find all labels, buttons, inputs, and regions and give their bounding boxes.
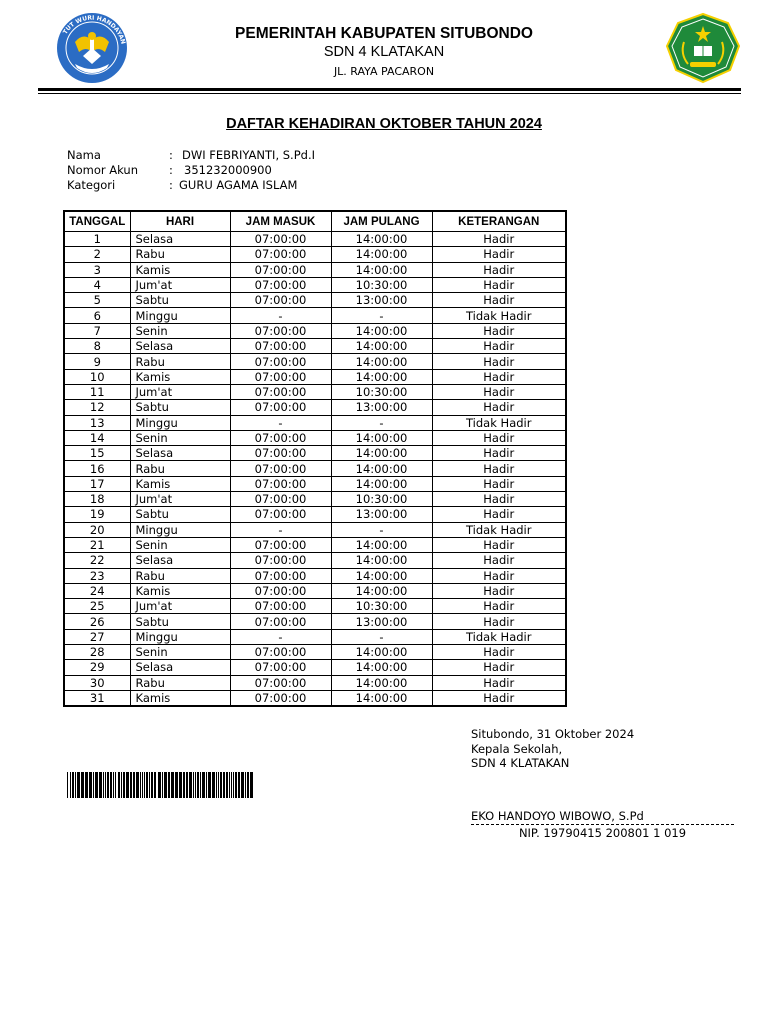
cell-jam-masuk: 07:00:00: [230, 232, 331, 247]
cell-hari: Rabu: [130, 675, 230, 690]
cell-jam-masuk: 07:00:00: [230, 384, 331, 399]
cell-tanggal: 27: [64, 629, 130, 644]
cell-jam-masuk: 07:00:00: [230, 277, 331, 292]
cell-jam-pulang: 13:00:00: [331, 614, 432, 629]
cell-hari: Jum'at: [130, 599, 230, 614]
cell-jam-pulang: 14:00:00: [331, 339, 432, 354]
cell-jam-masuk: 07:00:00: [230, 553, 331, 568]
cell-tanggal: 3: [64, 262, 130, 277]
cell-keterangan: Hadir: [432, 568, 566, 583]
cell-jam-pulang: 14:00:00: [331, 568, 432, 583]
cell-tanggal: 31: [64, 690, 130, 706]
cell-tanggal: 2: [64, 247, 130, 262]
cell-hari: Minggu: [130, 308, 230, 323]
cell-jam-pulang: 14:00:00: [331, 247, 432, 262]
cell-hari: Senin: [130, 645, 230, 660]
cell-keterangan: Hadir: [432, 645, 566, 660]
table-row: [64, 430, 566, 445]
name-value: DWI FEBRIYANTI, S.Pd.I: [182, 148, 315, 162]
signer-name: EKO HANDOYO WIBOWO, S.Pd: [471, 809, 734, 825]
cell-jam-masuk: 07:00:00: [230, 675, 331, 690]
header-keterangan: KETERANGAN: [432, 211, 566, 232]
cell-jam-pulang: 14:00:00: [331, 583, 432, 598]
cell-hari: Rabu: [130, 247, 230, 262]
cell-keterangan: Tidak Hadir: [432, 629, 566, 644]
cell-hari: Sabtu: [130, 293, 230, 308]
signature-place-date: Situbondo, 31 Oktober 2024: [471, 727, 635, 741]
cell-tanggal: 17: [64, 476, 130, 491]
cell-jam-masuk: 07:00:00: [230, 339, 331, 354]
cell-keterangan: Hadir: [432, 583, 566, 598]
cell-keterangan: Hadir: [432, 461, 566, 476]
table-row: [64, 323, 566, 338]
cell-keterangan: Tidak Hadir: [432, 522, 566, 537]
table-row: [64, 645, 566, 660]
cell-tanggal: 18: [64, 492, 130, 507]
cell-jam-masuk: 07:00:00: [230, 369, 331, 384]
colon: :: [169, 178, 173, 192]
cell-tanggal: 8: [64, 339, 130, 354]
cell-tanggal: 19: [64, 507, 130, 522]
table-row: [64, 247, 566, 262]
cell-jam-masuk: 07:00:00: [230, 599, 331, 614]
table-row: [64, 446, 566, 461]
cell-keterangan: Hadir: [432, 277, 566, 292]
table-row: [64, 354, 566, 369]
cell-keterangan: Hadir: [432, 507, 566, 522]
table-row: [64, 522, 566, 537]
cell-hari: Rabu: [130, 461, 230, 476]
header-jam-pulang: JAM PULANG: [331, 211, 432, 232]
table-row: [64, 690, 566, 706]
table-header-row: [64, 211, 566, 232]
table-row: [64, 262, 566, 277]
cell-jam-pulang: 13:00:00: [331, 507, 432, 522]
cell-jam-masuk: 07:00:00: [230, 568, 331, 583]
table-row: [64, 614, 566, 629]
cell-tanggal: 1: [64, 232, 130, 247]
cell-keterangan: Hadir: [432, 446, 566, 461]
cell-hari: Rabu: [130, 354, 230, 369]
cell-hari: Selasa: [130, 446, 230, 461]
cell-jam-masuk: -: [230, 308, 331, 323]
cell-jam-pulang: 14:00:00: [331, 262, 432, 277]
cell-hari: Selasa: [130, 232, 230, 247]
cell-hari: Sabtu: [130, 400, 230, 415]
school-name: SDN 4 KLATAKAN: [323, 44, 445, 60]
cell-keterangan: Hadir: [432, 232, 566, 247]
cell-jam-masuk: 07:00:00: [230, 293, 331, 308]
cell-jam-masuk: 07:00:00: [230, 461, 331, 476]
cell-tanggal: 16: [64, 461, 130, 476]
cell-hari: Senin: [130, 430, 230, 445]
cell-jam-pulang: 14:00:00: [331, 645, 432, 660]
cell-jam-pulang: 14:00:00: [331, 369, 432, 384]
cell-jam-pulang: 10:30:00: [331, 599, 432, 614]
cell-tanggal: 4: [64, 277, 130, 292]
svg-text:TUT WURI HANDAYANI: TUT WURI HANDAYAN: [61, 14, 127, 45]
table-row: [64, 568, 566, 583]
cell-keterangan: Hadir: [432, 675, 566, 690]
cell-jam-masuk: -: [230, 415, 331, 430]
table-row: [64, 629, 566, 644]
cell-tanggal: 22: [64, 553, 130, 568]
cell-keterangan: Tidak Hadir: [432, 415, 566, 430]
table-row: [64, 461, 566, 476]
header-divider-thin: [38, 93, 741, 94]
cell-tanggal: 12: [64, 400, 130, 415]
cell-jam-pulang: 14:00:00: [331, 553, 432, 568]
table-row: [64, 583, 566, 598]
table-row: [64, 400, 566, 415]
cell-jam-masuk: 07:00:00: [230, 323, 331, 338]
cell-hari: Selasa: [130, 553, 230, 568]
cell-jam-pulang: -: [331, 522, 432, 537]
cell-tanggal: 7: [64, 323, 130, 338]
document-title: DAFTAR KEHADIRAN OKTOBER TAHUN 2024: [226, 116, 542, 132]
school-address: JL. RAYA PACARON: [333, 65, 435, 78]
header-hari: HARI: [130, 211, 230, 232]
cell-tanggal: 5: [64, 293, 130, 308]
cell-hari: Kamis: [130, 476, 230, 491]
header-divider-thick: [38, 88, 741, 91]
government-name: PEMERINTAH KABUPATEN SITUBONDO: [235, 25, 533, 42]
table-row: [64, 492, 566, 507]
table-row: [64, 415, 566, 430]
cell-hari: Kamis: [130, 583, 230, 598]
cell-jam-masuk: 07:00:00: [230, 583, 331, 598]
cell-jam-masuk: 07:00:00: [230, 614, 331, 629]
table-row: [64, 308, 566, 323]
cell-tanggal: 13: [64, 415, 130, 430]
table-row: [64, 369, 566, 384]
cell-keterangan: Hadir: [432, 614, 566, 629]
signer-nip: NIP. 19790415 200801 1 019: [518, 826, 687, 840]
cell-jam-pulang: 14:00:00: [331, 354, 432, 369]
cell-jam-pulang: -: [331, 629, 432, 644]
cell-jam-pulang: 14:00:00: [331, 430, 432, 445]
cell-jam-pulang: 13:00:00: [331, 293, 432, 308]
cell-keterangan: Hadir: [432, 553, 566, 568]
cell-keterangan: Hadir: [432, 476, 566, 491]
cell-hari: Selasa: [130, 660, 230, 675]
cell-jam-pulang: 10:30:00: [331, 384, 432, 399]
barcode-icon: [67, 772, 255, 798]
table-row: [64, 339, 566, 354]
table-row: [64, 277, 566, 292]
account-value: 351232000900: [184, 163, 272, 177]
cell-jam-masuk: 07:00:00: [230, 492, 331, 507]
cell-hari: Rabu: [130, 568, 230, 583]
cell-jam-masuk: 07:00:00: [230, 247, 331, 262]
cell-jam-masuk: 07:00:00: [230, 507, 331, 522]
colon: :: [169, 148, 173, 162]
cell-hari: Kamis: [130, 690, 230, 706]
cell-jam-pulang: 14:00:00: [331, 690, 432, 706]
cell-jam-pulang: 14:00:00: [331, 446, 432, 461]
table-row: [64, 384, 566, 399]
cell-hari: Senin: [130, 323, 230, 338]
cell-jam-masuk: 07:00:00: [230, 400, 331, 415]
cell-hari: Sabtu: [130, 614, 230, 629]
table-row: [64, 660, 566, 675]
account-label: Nomor Akun: [67, 163, 139, 177]
header-tanggal: TANGGAL: [64, 211, 130, 232]
tut-wuri-handayani-logo: [53, 12, 131, 84]
colon: :: [169, 163, 173, 177]
cell-jam-masuk: 07:00:00: [230, 446, 331, 461]
category-value: GURU AGAMA ISLAM: [179, 178, 298, 192]
cell-jam-pulang: 14:00:00: [331, 537, 432, 552]
cell-jam-pulang: 14:00:00: [331, 232, 432, 247]
cell-jam-masuk: -: [230, 629, 331, 644]
cell-tanggal: 11: [64, 384, 130, 399]
cell-keterangan: Hadir: [432, 262, 566, 277]
cell-jam-masuk: 07:00:00: [230, 645, 331, 660]
cell-tanggal: 29: [64, 660, 130, 675]
cell-jam-pulang: -: [331, 308, 432, 323]
cell-keterangan: Hadir: [432, 400, 566, 415]
cell-keterangan: Hadir: [432, 323, 566, 338]
category-label: Kategori: [67, 178, 116, 192]
cell-hari: Sabtu: [130, 507, 230, 522]
cell-hari: Jum'at: [130, 492, 230, 507]
cell-hari: Senin: [130, 537, 230, 552]
cell-tanggal: 21: [64, 537, 130, 552]
cell-tanggal: 28: [64, 645, 130, 660]
cell-keterangan: Hadir: [432, 537, 566, 552]
cell-tanggal: 15: [64, 446, 130, 461]
table-row: [64, 553, 566, 568]
cell-jam-masuk: 07:00:00: [230, 262, 331, 277]
cell-jam-masuk: 07:00:00: [230, 476, 331, 491]
cell-keterangan: Hadir: [432, 599, 566, 614]
cell-hari: Jum'at: [130, 384, 230, 399]
cell-jam-masuk: 07:00:00: [230, 690, 331, 706]
cell-hari: Selasa: [130, 339, 230, 354]
cell-jam-pulang: 14:00:00: [331, 461, 432, 476]
table-row: [64, 232, 566, 247]
cell-keterangan: Hadir: [432, 690, 566, 706]
cell-hari: Minggu: [130, 629, 230, 644]
cell-tanggal: 9: [64, 354, 130, 369]
header-jam-masuk: JAM MASUK: [230, 211, 331, 232]
table-row: [64, 476, 566, 491]
cell-jam-masuk: 07:00:00: [230, 537, 331, 552]
cell-keterangan: Hadir: [432, 430, 566, 445]
cell-tanggal: 14: [64, 430, 130, 445]
cell-tanggal: 20: [64, 522, 130, 537]
cell-keterangan: Hadir: [432, 369, 566, 384]
cell-keterangan: Hadir: [432, 660, 566, 675]
cell-keterangan: Hadir: [432, 492, 566, 507]
table-row: [64, 507, 566, 522]
signature-school: SDN 4 KLATAKAN: [471, 756, 570, 770]
cell-jam-masuk: 07:00:00: [230, 660, 331, 675]
table-row: [64, 293, 566, 308]
cell-jam-pulang: -: [331, 415, 432, 430]
cell-tanggal: 26: [64, 614, 130, 629]
cell-tanggal: 6: [64, 308, 130, 323]
table-row: [64, 599, 566, 614]
cell-jam-pulang: 13:00:00: [331, 400, 432, 415]
signature-position: Kepala Sekolah,: [471, 742, 563, 756]
cell-hari: Jum'at: [130, 277, 230, 292]
cell-jam-masuk: -: [230, 522, 331, 537]
cell-tanggal: 23: [64, 568, 130, 583]
cell-jam-pulang: 14:00:00: [331, 476, 432, 491]
cell-jam-pulang: 14:00:00: [331, 660, 432, 675]
cell-keterangan: Hadir: [432, 293, 566, 308]
cell-tanggal: 24: [64, 583, 130, 598]
cell-keterangan: Hadir: [432, 354, 566, 369]
table-row: [64, 675, 566, 690]
cell-hari: Minggu: [130, 415, 230, 430]
cell-keterangan: Hadir: [432, 247, 566, 262]
cell-tanggal: 25: [64, 599, 130, 614]
name-label: Nama: [67, 148, 101, 162]
cell-keterangan: Hadir: [432, 384, 566, 399]
cell-tanggal: 10: [64, 369, 130, 384]
cell-jam-masuk: 07:00:00: [230, 430, 331, 445]
cell-hari: Minggu: [130, 522, 230, 537]
cell-jam-pulang: 10:30:00: [331, 277, 432, 292]
cell-jam-pulang: 10:30:00: [331, 492, 432, 507]
cell-keterangan: Tidak Hadir: [432, 308, 566, 323]
cell-jam-masuk: 07:00:00: [230, 354, 331, 369]
cell-hari: Kamis: [130, 369, 230, 384]
cell-keterangan: Hadir: [432, 339, 566, 354]
table-row: [64, 537, 566, 552]
attendance-table: [63, 210, 567, 707]
cell-tanggal: 30: [64, 675, 130, 690]
cell-jam-pulang: 14:00:00: [331, 323, 432, 338]
cell-jam-pulang: 14:00:00: [331, 675, 432, 690]
cell-hari: Kamis: [130, 262, 230, 277]
ministry-of-religious-affairs-logo: [664, 12, 742, 84]
